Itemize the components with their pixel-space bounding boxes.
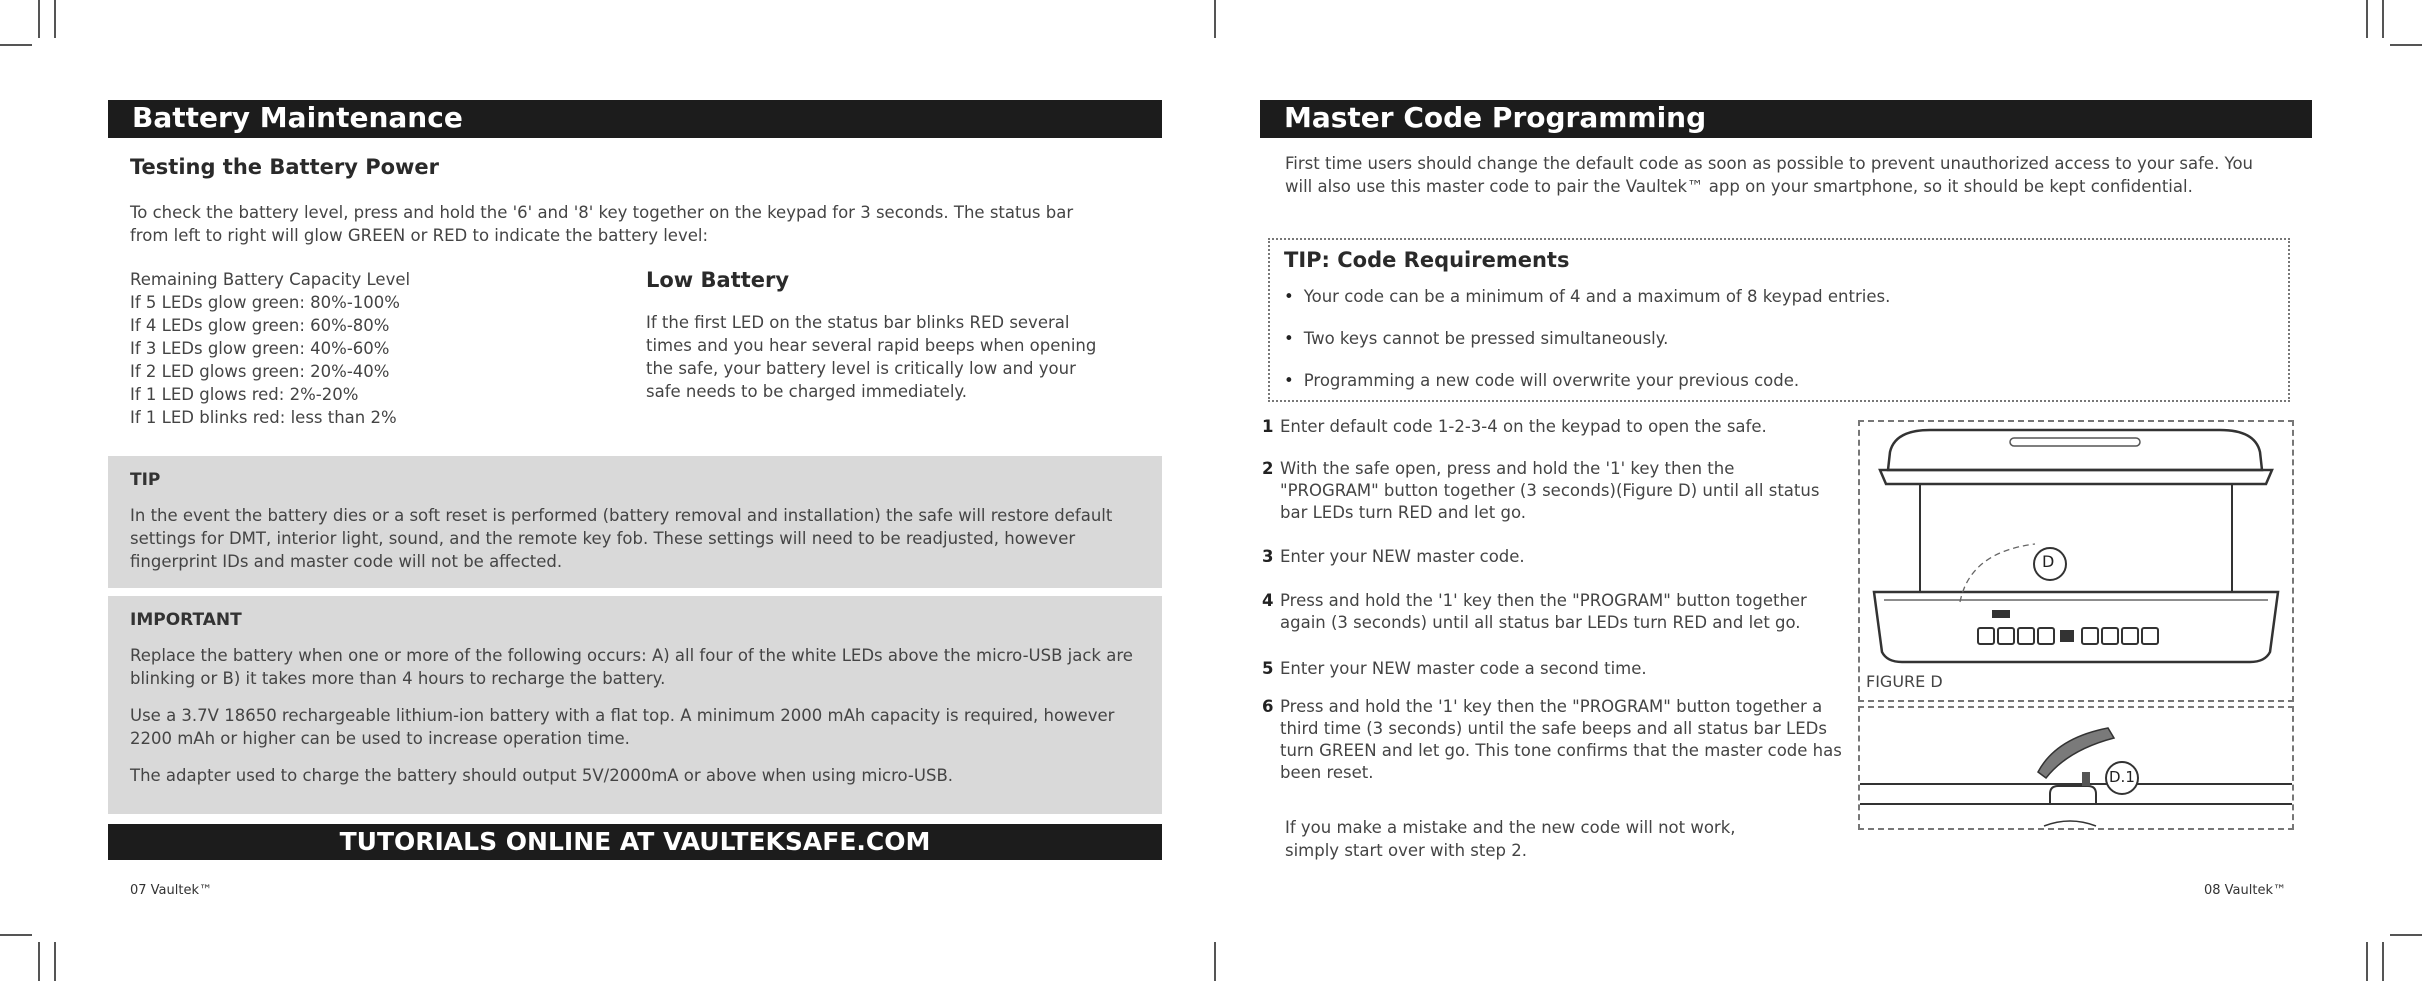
crop-mark [2382,0,2384,38]
section-heading: Testing the Battery Power [130,155,440,179]
step-text: Enter default code 1-2-3-4 on the keypad to open the safe. [1280,417,1767,436]
crop-mark [1214,942,1216,981]
capacity-line: If 1 LED glows red: 2%-20% [130,385,359,404]
step-number: 6 [1262,697,1274,716]
program-button-illustration [1860,708,2292,828]
low-battery-line: the safe, your battery level is critically low and your [646,359,1076,378]
code-requirements-box [1268,238,2290,402]
important-paragraph: Replace the battery when one or more of the following occurs: A) all four of the white LEDs above the micro-USB jack are blinking or B) it takes more than 4 hours to recharge the battery. [130,646,1133,688]
low-battery-text [646,311,1166,403]
tip-heading: TIP: Code Requirements [1284,248,1570,272]
step-number: 3 [1262,547,1274,566]
capacity-line: If 5 LEDs glow green: 80%-100% [130,293,400,312]
capacity-line: If 2 LED glows green: 20%-40% [130,362,390,381]
tip-text: In the event the battery dies or a soft reset is performed (battery removal and installation) the safe will restore default settings for DMT, interior light, sound, and the remote key fob. These settings will need to be readjusted, however fingerprint IDs and master code will not be affected. [130,506,1113,571]
step-4 [1262,590,1852,634]
page-footer-left: 07 Vaultek™ [130,883,212,898]
callout-d1-label: D.1 [2109,768,2135,786]
requirement-item: • Programming a new code will overwrite your previous code. [1284,370,2274,392]
crop-mark [2366,942,2368,981]
figure-d1 [1858,706,2294,830]
step-text: Enter your NEW master code. [1280,547,1525,566]
step-number: 1 [1262,417,1274,436]
low-battery-line: safe needs to be charged immediately. [646,382,968,401]
low-battery-line: times and you hear several rapid beeps when opening [646,336,1097,355]
step-number: 4 [1262,591,1274,610]
step-5 [1262,658,1822,680]
step-text: With the safe open, press and hold the '1' key then the "PROGRAM" button together (3 seconds)(Figure D) until all status bar LEDs turn RED and let go. [1280,459,1820,522]
crop-mark [38,0,40,38]
capacity-line: Remaining Battery Capacity Level [130,270,411,289]
capacity-list [130,268,650,429]
important-heading: IMPORTANT [130,610,242,630]
figure-d [1858,420,2294,702]
tip-box [108,456,1162,588]
tutorials-banner: TUTORIALS ONLINE AT VAULTEKSAFE.COM [108,824,1162,860]
crop-mark [2390,934,2422,936]
low-battery-heading: Low Battery [646,268,790,292]
important-box [108,596,1162,814]
requirement-item: • Two keys cannot be pressed simultaneously. [1284,328,2274,350]
callout-d-label: D [2042,552,2055,571]
requirement-item: • Your code can be a minimum of 4 and a maximum of 8 keypad entries. [1284,286,2274,308]
crop-mark [38,942,40,981]
safe-illustration [1860,422,2292,700]
intro-text [130,201,1150,247]
requirements-list [1284,286,2274,392]
crop-mark [0,44,32,46]
crop-mark [54,942,56,981]
step-2 [1262,458,1822,524]
capacity-line: If 1 LED blinks red: less than 2% [130,408,397,427]
section-banner: Battery Maintenance [108,100,1162,138]
step-number: 2 [1262,459,1274,478]
section-banner: Master Code Programming [1260,100,2312,138]
crop-mark [1214,0,1216,38]
crop-mark [0,934,32,936]
capacity-line: If 3 LEDs glow green: 40%-60% [130,339,390,358]
intro-line: from left to right will glow GREEN or RED to indicate the battery level: [130,226,709,245]
step-text: Press and hold the '1' key then the "PROGRAM" button together a third time (3 seconds) until the safe beeps and all status bar LEDs turn GREEN and let go. This tone confirms that the master code has been reset. [1280,697,1842,782]
closing-note: If you make a mistake and the new code will not work, simply start over with step 2. [1285,818,1736,860]
tip-heading: TIP [130,470,161,490]
step-text: Enter your NEW master code a second time. [1280,659,1647,678]
crop-mark [2366,0,2368,38]
step-3 [1262,546,1822,568]
important-paragraph: The adapter used to charge the battery should output 5V/2000mA or above when using micro-USB. [130,766,954,785]
crop-mark [54,0,56,38]
page-footer-right: 08 Vaultek™ [2204,883,2286,898]
intro-line: To check the battery level, press and hold the '6' and '8' key together on the keypad for 3 seconds. The status bar [130,203,1074,222]
capacity-line: If 4 LEDs glow green: 60%-80% [130,316,390,335]
important-paragraph: Use a 3.7V 18650 rechargeable lithium-ion battery with a flat top. A minimum 2000 mAh capacity is required, however 2200 mAh or higher can be used to increase operation time. [130,706,1115,748]
step-6 [1262,696,1852,784]
figure-label: FIGURE D [1866,672,1943,691]
crop-mark [2382,942,2384,981]
low-battery-line: If the first LED on the status bar blinks RED several [646,313,1070,332]
crop-mark [2390,44,2422,46]
step-1 [1262,416,1822,438]
step-number: 5 [1262,659,1274,678]
step-text: Press and hold the '1' key then the "PROGRAM" button together again (3 seconds) until all status bar LEDs turn RED and let go. [1280,591,1807,632]
intro-paragraph: First time users should change the default code as soon as possible to prevent unauthorized access to your safe. You will also use this master code to pair the Vaultek™ app on your smartphone, so it should be kept confidential. [1285,154,2253,196]
